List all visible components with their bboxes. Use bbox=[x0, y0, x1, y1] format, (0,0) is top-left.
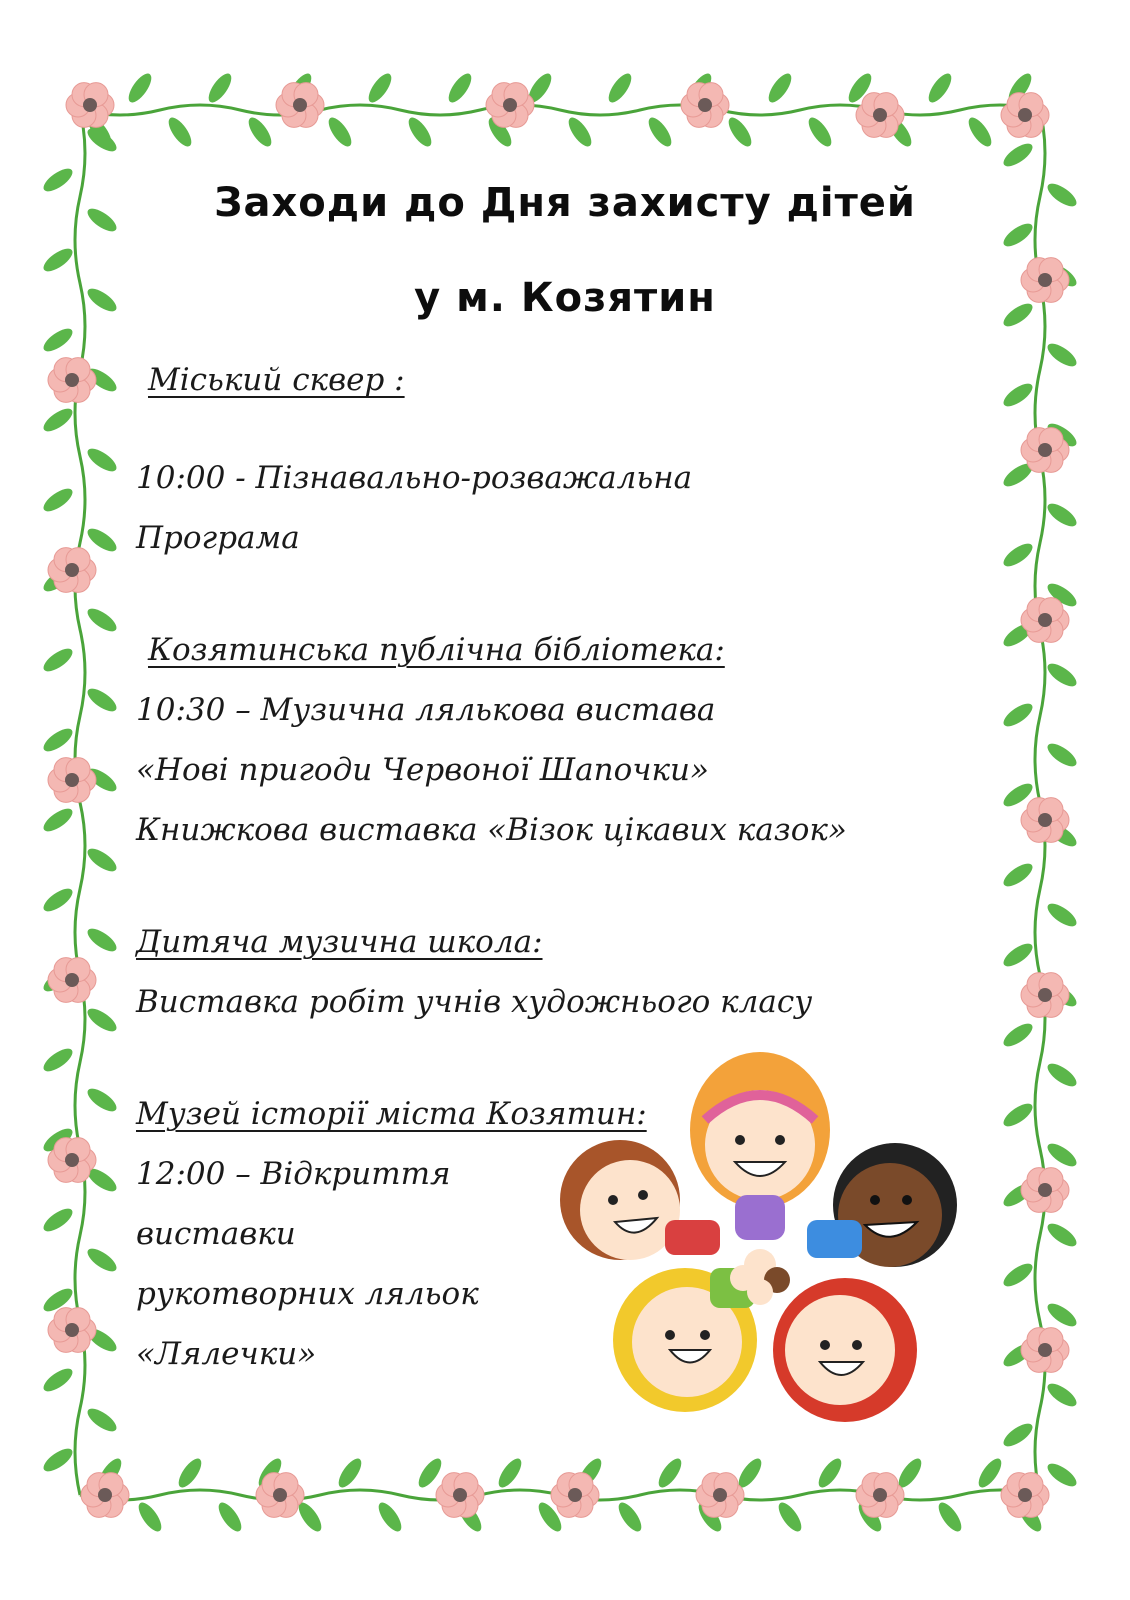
flower-icon bbox=[856, 1473, 904, 1518]
flower-icon bbox=[486, 83, 534, 128]
leaf-icon bbox=[1000, 940, 1036, 971]
leaf-icon bbox=[975, 1455, 1006, 1491]
flower-icon bbox=[81, 1473, 129, 1518]
flower-icon bbox=[48, 1138, 96, 1183]
event-line: 10:30 – Музична лялькова вистава bbox=[136, 692, 716, 728]
leaf-icon bbox=[365, 70, 396, 106]
event-line: виставки bbox=[136, 1216, 296, 1252]
flower-icon bbox=[681, 83, 729, 128]
leaf-icon bbox=[565, 114, 596, 150]
flower-icon bbox=[1021, 428, 1069, 473]
child-figure bbox=[690, 1052, 830, 1240]
leaf-icon bbox=[335, 1455, 366, 1491]
leaf-icon bbox=[1000, 1100, 1036, 1131]
flower-icon bbox=[48, 958, 96, 1003]
leaf-icon bbox=[1000, 1420, 1036, 1451]
leaf-icon bbox=[645, 114, 676, 150]
leaf-icon bbox=[125, 70, 156, 106]
child-figure bbox=[773, 1278, 917, 1422]
section-heading: Музей історії міста Козятин: bbox=[136, 1096, 647, 1132]
leaf-icon bbox=[1044, 340, 1080, 371]
leaf-icon bbox=[375, 1499, 406, 1535]
leaf-icon bbox=[325, 114, 356, 150]
event-line: Книжкова виставка «Візок цікавих казок» bbox=[136, 812, 847, 848]
leaf-icon bbox=[1044, 500, 1080, 531]
flower-icon bbox=[48, 548, 96, 593]
leaf-icon bbox=[605, 70, 636, 106]
flower-icon bbox=[1021, 1168, 1069, 1213]
leaf-icon bbox=[84, 445, 120, 476]
leaf-icon bbox=[1044, 1140, 1080, 1171]
leaf-icon bbox=[925, 70, 956, 106]
leaf-icon bbox=[1044, 900, 1080, 931]
leaf-icon bbox=[40, 1445, 76, 1476]
leaf-icon bbox=[84, 1245, 120, 1276]
flower-icon bbox=[1001, 93, 1049, 138]
leaf-icon bbox=[135, 1499, 166, 1535]
children-illustration bbox=[545, 1050, 985, 1430]
leaf-icon bbox=[805, 114, 836, 150]
flower-icon bbox=[1021, 1328, 1069, 1373]
leaf-icon bbox=[40, 245, 76, 276]
leaf-icon bbox=[1044, 740, 1080, 771]
flower-icon bbox=[436, 1473, 484, 1518]
leaf-icon bbox=[495, 1455, 526, 1491]
flower-icon bbox=[256, 1473, 304, 1518]
flower-icon bbox=[1021, 798, 1069, 843]
page-subtitle: у м. Козятин bbox=[414, 275, 716, 321]
event-line: рукотворних ляльок bbox=[136, 1276, 479, 1312]
leaf-icon bbox=[245, 114, 276, 150]
leaf-icon bbox=[84, 1085, 120, 1116]
flower-icon bbox=[276, 83, 324, 128]
flower-icon bbox=[48, 358, 96, 403]
leaf-icon bbox=[40, 885, 76, 916]
leaf-icon bbox=[445, 70, 476, 106]
flower-icon bbox=[1021, 973, 1069, 1018]
child-figure bbox=[807, 1143, 957, 1267]
leaf-icon bbox=[84, 685, 120, 716]
leaf-icon bbox=[84, 525, 120, 556]
leaf-icon bbox=[40, 1045, 76, 1076]
leaf-icon bbox=[1000, 1260, 1036, 1291]
leaf-icon bbox=[1044, 1300, 1080, 1331]
leaf-icon bbox=[40, 1205, 76, 1236]
leaf-icon bbox=[84, 605, 120, 636]
flower-icon bbox=[1021, 598, 1069, 643]
leaf-icon bbox=[1044, 1380, 1080, 1411]
section-heading: Козятинська публічна бібліотека: bbox=[148, 632, 725, 668]
flower-icon bbox=[66, 83, 114, 128]
section-heading: Міський сквер : bbox=[148, 362, 405, 398]
event-line: 12:00 – Відкриття bbox=[136, 1156, 451, 1192]
leaf-icon bbox=[165, 114, 196, 150]
leaf-icon bbox=[84, 925, 120, 956]
child-figure bbox=[613, 1268, 757, 1412]
leaf-icon bbox=[84, 1005, 120, 1036]
leaf-icon bbox=[615, 1499, 646, 1535]
leaf-icon bbox=[84, 1405, 120, 1436]
event-line: «Лялечки» bbox=[136, 1336, 317, 1372]
leaf-icon bbox=[40, 805, 76, 836]
leaf-icon bbox=[215, 1499, 246, 1535]
flower-icon bbox=[856, 93, 904, 138]
flower-icon bbox=[48, 758, 96, 803]
flower-icon bbox=[1001, 1473, 1049, 1518]
leaf-icon bbox=[1044, 1220, 1080, 1251]
leaf-icon bbox=[775, 1499, 806, 1535]
event-line: 10:00 - Пізнавально-розважальна bbox=[136, 460, 693, 496]
leaf-icon bbox=[175, 1455, 206, 1491]
leaf-icon bbox=[40, 725, 76, 756]
section-city-square bbox=[136, 350, 936, 568]
leaf-icon bbox=[935, 1499, 966, 1535]
section-heading: Дитяча музична школа: bbox=[136, 924, 543, 960]
page-title: Заходи до Дня захисту дітей bbox=[214, 180, 916, 226]
leaf-icon bbox=[725, 114, 756, 150]
leaf-icon bbox=[965, 114, 996, 150]
leaf-icon bbox=[1000, 700, 1036, 731]
event-line: Виставка робіт учнів художнього класу bbox=[136, 984, 813, 1020]
flower-icon bbox=[48, 1308, 96, 1353]
leaf-icon bbox=[40, 1365, 76, 1396]
leaf-icon bbox=[765, 70, 796, 106]
leaf-icon bbox=[1000, 380, 1036, 411]
leaf-icon bbox=[40, 485, 76, 516]
event-line: «Нові пригоди Червоної Шапочки» bbox=[136, 752, 709, 788]
leaf-icon bbox=[1000, 860, 1036, 891]
leaf-icon bbox=[1044, 660, 1080, 691]
flower-icon bbox=[551, 1473, 599, 1518]
leaf-icon bbox=[1000, 140, 1036, 171]
event-line: Програма bbox=[136, 520, 300, 556]
leaf-icon bbox=[815, 1455, 846, 1491]
leaf-icon bbox=[1044, 1460, 1080, 1491]
section-music-school bbox=[136, 912, 936, 1032]
leaf-icon bbox=[405, 114, 436, 150]
leaf-icon bbox=[40, 405, 76, 436]
leaf-icon bbox=[40, 645, 76, 676]
leaf-icon bbox=[1000, 1020, 1036, 1051]
leaf-icon bbox=[40, 325, 76, 356]
leaf-icon bbox=[1044, 1060, 1080, 1091]
leaf-icon bbox=[84, 845, 120, 876]
flower-icon bbox=[696, 1473, 744, 1518]
leaf-icon bbox=[205, 70, 236, 106]
section-library bbox=[136, 620, 936, 860]
leaf-icon bbox=[1000, 540, 1036, 571]
leaf-icon bbox=[655, 1455, 686, 1491]
